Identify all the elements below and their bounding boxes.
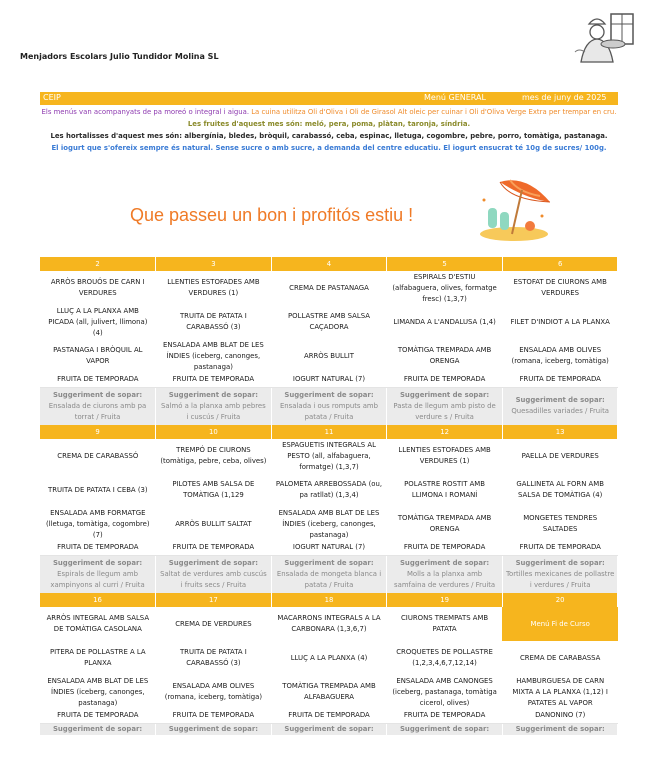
dish-cell: ENSALADA AMB FORMATGE (lletuga, tomàtiga, cogombre) (7) bbox=[46, 508, 150, 539]
summer-slogan: Que passeu un bon i profitós estiu ! bbox=[130, 205, 414, 225]
suggestion-cell bbox=[40, 555, 156, 593]
date-cell: 4 bbox=[271, 257, 387, 271]
dish-cell: PALOMETA ARREBOSSADA (ou, pa ratllat) (1,3,4) bbox=[275, 480, 383, 499]
dish-cell: ARRÒS BROUÓS DE CARN I VERDURES bbox=[50, 278, 145, 297]
week-3-dates bbox=[40, 593, 618, 607]
dessert-row bbox=[40, 373, 618, 387]
date-cell: 9 bbox=[40, 425, 156, 439]
suggestion-text: Saltat de verdures amb cuscús i fruits secs / Fruita bbox=[160, 569, 267, 589]
suggestion-cell bbox=[156, 387, 272, 425]
dish-cell: ESPIRALS D'ESTIU (alfabaguera, olives, formatge fresc) (1,3,7) bbox=[392, 272, 497, 303]
suggestion-label: Suggeriment de sopar: bbox=[168, 390, 258, 399]
suggestion-cell bbox=[271, 387, 387, 425]
dish-cell: LLENTIES ESTOFADES AMB VERDURES (1) bbox=[167, 278, 260, 297]
date-cell: 13 bbox=[502, 425, 618, 439]
dish-cell: LLUÇ A LA PLANXA (4) bbox=[290, 653, 368, 662]
dish-cell: TRUITA DE PATATA I CARABASSÓ (3) bbox=[179, 648, 247, 667]
dish-cell: ARRÒS BULLIT SALTAT bbox=[175, 519, 252, 528]
dish-cell: MACARRONS INTEGRALS A LA CARBONARA (1,3,6,7) bbox=[277, 614, 381, 633]
company-name: Menjadors Escolars Julio Tundidor Molina SL bbox=[20, 52, 219, 61]
suggestion-text: Quesadilles variades / Fruita bbox=[511, 407, 609, 416]
suggestion-text: Pasta de llegum amb pisto de verdure s / Fruita bbox=[393, 401, 496, 421]
weekly-menu-table bbox=[40, 257, 618, 735]
first-course-row bbox=[40, 607, 618, 641]
dish-cell: LIMANDA A L'ANDALUSA (1,4) bbox=[393, 317, 496, 326]
date-cell: 18 bbox=[271, 593, 387, 607]
date-cell: 5 bbox=[387, 257, 503, 271]
suggestion-cell bbox=[387, 723, 503, 735]
suggestion-label: Suggeriment de sopar: bbox=[284, 724, 374, 733]
dish-cell: TOMÀTIGA TREMPADA AMB ORENGA bbox=[397, 514, 492, 533]
suggestion-label: Suggeriment de sopar: bbox=[284, 390, 374, 399]
second-course-row bbox=[40, 473, 618, 507]
first-course-row bbox=[40, 271, 618, 305]
dish-cell: TOMÀTIGA TREMPADA AMB ALFABAGUERA bbox=[282, 682, 376, 701]
second-course-row bbox=[40, 305, 618, 339]
menu-type-label: Menú GENERAL bbox=[424, 93, 486, 102]
side-dish-row bbox=[40, 507, 618, 541]
suggestion-label: Suggeriment de sopar: bbox=[399, 390, 490, 399]
dish-cell: TRUITA DE PATATA I CARABASSÓ (3) bbox=[179, 312, 247, 331]
menu-notes bbox=[40, 106, 618, 154]
suggestion-cell bbox=[502, 555, 618, 593]
note-fruits: Les fruites d'aquest mes són: meló, pera, poma, plàtan, taronja, síndria. bbox=[187, 120, 471, 128]
date-cell: 6 bbox=[502, 257, 618, 271]
chef-logo-icon bbox=[573, 10, 637, 66]
dish-cell: LLUÇ A LA PLANXA AMB PICADA (all, julivert, llimona) (4) bbox=[48, 306, 148, 337]
side-dish-row bbox=[40, 339, 618, 373]
suggestion-label: Suggeriment de sopar: bbox=[52, 724, 143, 733]
dish-cell: CREMA DE VERDURES bbox=[175, 619, 252, 628]
beach-umbrella-icon bbox=[472, 172, 556, 244]
dish-cell: TRUITA DE PATATA I CEBA (3) bbox=[47, 485, 148, 494]
dessert-cell: FRUITA DE TEMPORADA bbox=[40, 709, 156, 723]
dessert-cell: FRUITA DE TEMPORADA bbox=[502, 373, 618, 387]
dish-cell: ARRÒS INTEGRAL AMB SALSA DE TOMÀTIGA CASOLANA bbox=[46, 614, 150, 633]
dessert-cell: FRUITA DE TEMPORADA bbox=[271, 709, 387, 723]
date-cell: 10 bbox=[156, 425, 272, 439]
suggestion-cell bbox=[156, 555, 272, 593]
dessert-row bbox=[40, 541, 618, 555]
note-oil: La cuina utilitza Oli d'Oliva i Oli de Girasol Alt oleic per cuinar i Oli d'Oliva Verge Extra per trempar en cru. bbox=[251, 108, 617, 116]
suggestion-cell bbox=[271, 723, 387, 735]
dish-cell: ENSALADA AMB BLAT DE LES ÍNDIES (iceberg, canonges, pastanaga) bbox=[162, 340, 264, 371]
suggestion-cell bbox=[40, 387, 156, 425]
dinner-suggestion-row bbox=[40, 723, 618, 735]
dish-cell: HAMBURGUESA DE CARN MIXTA A LA PLANXA (1,12) I PATATES AL VAPOR bbox=[512, 676, 608, 707]
note-yogurt: El iogurt que s'ofereix sempre és natural. Sense sucre o amb sucre, a demanda del centre educatiu. El iogurt ensucrat té 10g de sucres/ 100g. bbox=[51, 144, 607, 152]
dish-cell: FILET D'INDIOT A LA PLANXA bbox=[510, 317, 610, 326]
dinner-suggestion-row bbox=[40, 555, 618, 593]
suggestion-label: Suggeriment de sopar: bbox=[52, 390, 143, 399]
suggestion-cell bbox=[502, 387, 618, 425]
second-course-row bbox=[40, 641, 618, 675]
dessert-cell: FRUITA DE TEMPORADA bbox=[156, 709, 272, 723]
date-cell: 20 bbox=[502, 593, 618, 607]
suggestion-cell bbox=[387, 387, 503, 425]
date-cell: 12 bbox=[387, 425, 503, 439]
dessert-cell: IOGURT NATURAL (7) bbox=[271, 373, 387, 387]
note-bread-oil bbox=[40, 106, 618, 118]
note-bread: Els menús van acompanyats de pa moreó o integral i aigua. bbox=[41, 108, 250, 116]
dish-cell: ENSALADA AMB OLIVES (romana, iceberg, tomàtiga) bbox=[511, 346, 609, 365]
suggestion-cell bbox=[271, 555, 387, 593]
date-cell: 17 bbox=[156, 593, 272, 607]
dessert-row bbox=[40, 709, 618, 723]
school-label: CEIP bbox=[43, 93, 61, 102]
dish-cell: LLENTIES ESTOFADES AMB VERDURES (1) bbox=[398, 446, 491, 465]
suggestion-text: Tortilles mexicanes de pollastre i verdures / Fruita bbox=[505, 569, 615, 589]
dish-cell: ENSALADA AMB BLAT DE LES ÍNDIES (iceberg, canonges, pastanaga) bbox=[278, 508, 380, 539]
month-label: mes de juny de 2025 bbox=[522, 93, 607, 102]
dish-cell: MONGETES TENDRES SALTADES bbox=[523, 514, 598, 533]
suggestion-label: Suggeriment de sopar: bbox=[515, 396, 605, 405]
dish-cell: ENSALADA AMB CANONGES (iceberg, pastanaga, tomàtiga cicerol, olives) bbox=[392, 676, 497, 707]
dish-cell: ARRÒS BULLIT bbox=[304, 351, 354, 360]
dish-cell: ESTOFAT DE CIURONS AMB VERDURES bbox=[513, 278, 607, 297]
week-2-dates bbox=[40, 425, 618, 439]
dessert-cell: FRUITA DE TEMPORADA bbox=[387, 373, 503, 387]
suggestion-text: Ensalada de ciurons amb pa torrat / Fruita bbox=[48, 401, 147, 421]
suggestion-text: Molls a la planxa amb samfaina de verdures / Fruita bbox=[394, 569, 496, 589]
dish-cell: CREMA DE PASTANAGA bbox=[289, 283, 369, 292]
suggestion-text: Ensalada i ous romputs amb patata / Fruita bbox=[279, 401, 379, 421]
week-1-dates bbox=[40, 257, 618, 271]
suggestion-label: Suggeriment de sopar: bbox=[515, 724, 605, 733]
dish-cell: CROQUETES DE POLLASTRE (1,2,3,4,6,7,12,14) bbox=[396, 648, 493, 667]
date-cell: 19 bbox=[387, 593, 503, 607]
suggestion-cell bbox=[40, 723, 156, 735]
dish-cell: TOMÀTIGA TREMPADA AMB ORENGA bbox=[397, 346, 492, 365]
suggestion-label: Suggeriment de sopar: bbox=[399, 724, 490, 733]
note-vegetables: Les hortalisses d'aquest mes són: albergínia, bledes, bròquil, carabassó, ceba, espinac, lletuga, cogombre, pebre, porro, tomàtiga, pastanaga. bbox=[50, 132, 608, 140]
dish-cell: TREMPÓ DE CIURONS (tomàtiga, pebre, ceba, olives) bbox=[160, 446, 267, 465]
dish-cell: CREMA DE CARABASSÓ bbox=[57, 451, 139, 460]
dessert-cell: FRUITA DE TEMPORADA bbox=[40, 541, 156, 555]
suggestion-label: Suggeriment de sopar: bbox=[284, 558, 374, 567]
suggestion-cell bbox=[387, 555, 503, 593]
dessert-cell: FRUITA DE TEMPORADA bbox=[156, 541, 272, 555]
dessert-cell: FRUITA DE TEMPORADA bbox=[40, 373, 156, 387]
dish-cell: PITERA DE POLLASTRE A LA PLANXA bbox=[49, 648, 146, 667]
dish-cell: PASTANAGA I BRÒQUIL AL VAPOR bbox=[53, 346, 143, 365]
date-cell: 3 bbox=[156, 257, 272, 271]
dish-cell: PAELLA DE VERDURES bbox=[521, 451, 599, 460]
dish-cell: CIURONS TREMPATS AMB PATATA bbox=[400, 614, 489, 633]
suggestion-cell bbox=[156, 723, 272, 735]
dish-cell: CREMA DE CARABASSA bbox=[519, 653, 601, 662]
date-cell: 16 bbox=[40, 593, 156, 607]
dish-cell: GALLINETA AL FORN AMB SALSA DE TOMÀTIGA (4) bbox=[516, 480, 604, 499]
dish-cell: POLASTRE ROSTIT AMB LLIMONA I ROMANÍ bbox=[404, 480, 485, 499]
suggestion-label: Suggeriment de sopar: bbox=[168, 724, 258, 733]
suggestion-cell bbox=[502, 723, 618, 735]
dessert-cell: FRUITA DE TEMPORADA bbox=[387, 709, 503, 723]
dish-cell: ENSALADA AMB BLAT DE LES ÍNDIES (iceberg, canonges, pastanaga) bbox=[47, 676, 149, 707]
suggestion-label: Suggeriment de sopar: bbox=[515, 558, 605, 567]
dessert-cell: DANONINO (7) bbox=[502, 709, 618, 723]
menu-header-bar bbox=[40, 92, 618, 105]
dish-cell: POLLASTRE AMB SALSA CAÇADORA bbox=[288, 312, 370, 331]
side-dish-row bbox=[40, 675, 618, 709]
suggestion-label: Suggeriment de sopar: bbox=[399, 558, 490, 567]
dessert-cell: FRUITA DE TEMPORADA bbox=[387, 541, 503, 555]
suggestion-label: Suggeriment de sopar: bbox=[168, 558, 258, 567]
end-of-course-cell: Menú Fi de Curso bbox=[502, 607, 618, 641]
first-course-row bbox=[40, 439, 618, 473]
date-cell: 11 bbox=[271, 425, 387, 439]
dish-cell: ESPAGUETIS INTEGRALS AL PESTO (all, alfabaguera, formatge) (1,3,7) bbox=[282, 440, 376, 471]
dish-cell: ENSALADA AMB OLIVES (romana, iceberg, tomàtiga) bbox=[164, 682, 263, 701]
dinner-suggestion-row bbox=[40, 387, 618, 425]
dessert-cell: FRUITA DE TEMPORADA bbox=[502, 541, 618, 555]
suggestion-text: Salmó a la planxa amb pebres i cuscús / Fruita bbox=[161, 401, 266, 421]
date-cell: 2 bbox=[40, 257, 156, 271]
suggestion-label: Suggeriment de sopar: bbox=[52, 558, 143, 567]
dessert-cell: IOGURT NATURAL (7) bbox=[271, 541, 387, 555]
dessert-cell: FRUITA DE TEMPORADA bbox=[156, 373, 272, 387]
suggestion-text: Espirals de llegum amb xampinyons al curri / Fruita bbox=[50, 569, 145, 589]
dish-cell: PILOTES AMB SALSA DE TOMÀTIGA (1,129 bbox=[172, 480, 255, 499]
suggestion-text: Ensalada de mongeta blanca i patata / Fruita bbox=[276, 569, 382, 589]
